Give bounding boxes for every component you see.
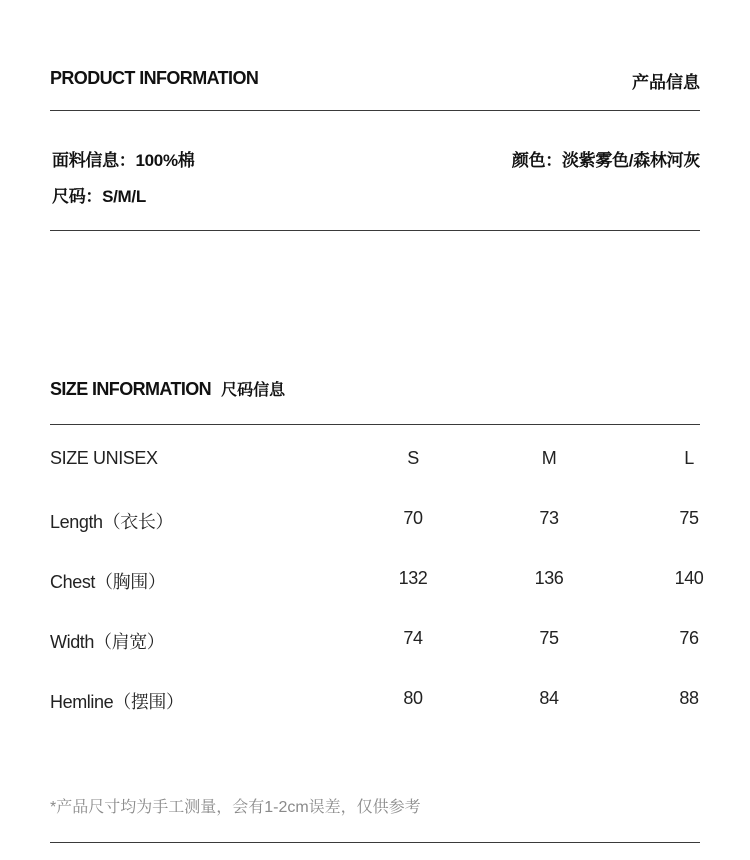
table-row	[50, 628, 700, 688]
table-row	[50, 508, 700, 568]
table-cell: 132	[398, 568, 428, 588]
row-label-length: Length（衣长）	[50, 512, 174, 532]
size-info-title-cn: 尺码信息	[221, 382, 286, 399]
divider	[50, 842, 700, 843]
divider	[50, 230, 700, 231]
divider	[50, 110, 700, 111]
table-cell: 76	[679, 628, 699, 648]
product-detail-page	[50, 0, 704, 860]
table-cell: 88	[679, 688, 699, 708]
fabric-info: 面料信息：100%棉	[52, 151, 195, 170]
product-info-title: PRODUCT INFORMATION	[50, 68, 259, 88]
row-label-hemline: Hemline（摆围）	[50, 692, 184, 712]
row-label-chest: Chest（胸围）	[50, 572, 166, 592]
product-info-header	[50, 68, 700, 92]
table-cell: 74	[403, 628, 423, 648]
size-info-title: SIZE INFORMATION	[50, 379, 212, 399]
table-cell: 84	[539, 688, 559, 708]
table-cell: 73	[539, 508, 559, 528]
table-cell: 140	[674, 568, 704, 588]
table-cell: 75	[539, 628, 559, 648]
divider	[50, 424, 700, 425]
table-cell: 75	[679, 508, 699, 528]
size-range-info: 尺码：S/M/L	[52, 187, 146, 206]
table-row	[50, 688, 700, 748]
table-header-l: L	[684, 448, 694, 468]
product-info-title-cn: 产品信息	[632, 73, 700, 92]
table-row	[50, 568, 704, 628]
color-info: 颜色：淡紫雾色/森林河灰	[511, 151, 700, 170]
table-header-m: M	[541, 448, 557, 468]
measurement-note: *产品尺寸均为手工测量，会有1-2cm误差，仅供参考	[50, 799, 421, 816]
table-header-s: S	[407, 448, 419, 468]
table-cell: 136	[534, 568, 564, 588]
size-info-header	[50, 377, 285, 401]
table-header-row	[50, 448, 700, 508]
table-header-size-unisex: SIZE UNISEX	[50, 448, 158, 468]
size-table	[50, 448, 704, 748]
table-cell: 80	[403, 688, 423, 708]
row-label-width: Width（肩宽）	[50, 632, 165, 652]
table-cell: 70	[403, 508, 423, 528]
